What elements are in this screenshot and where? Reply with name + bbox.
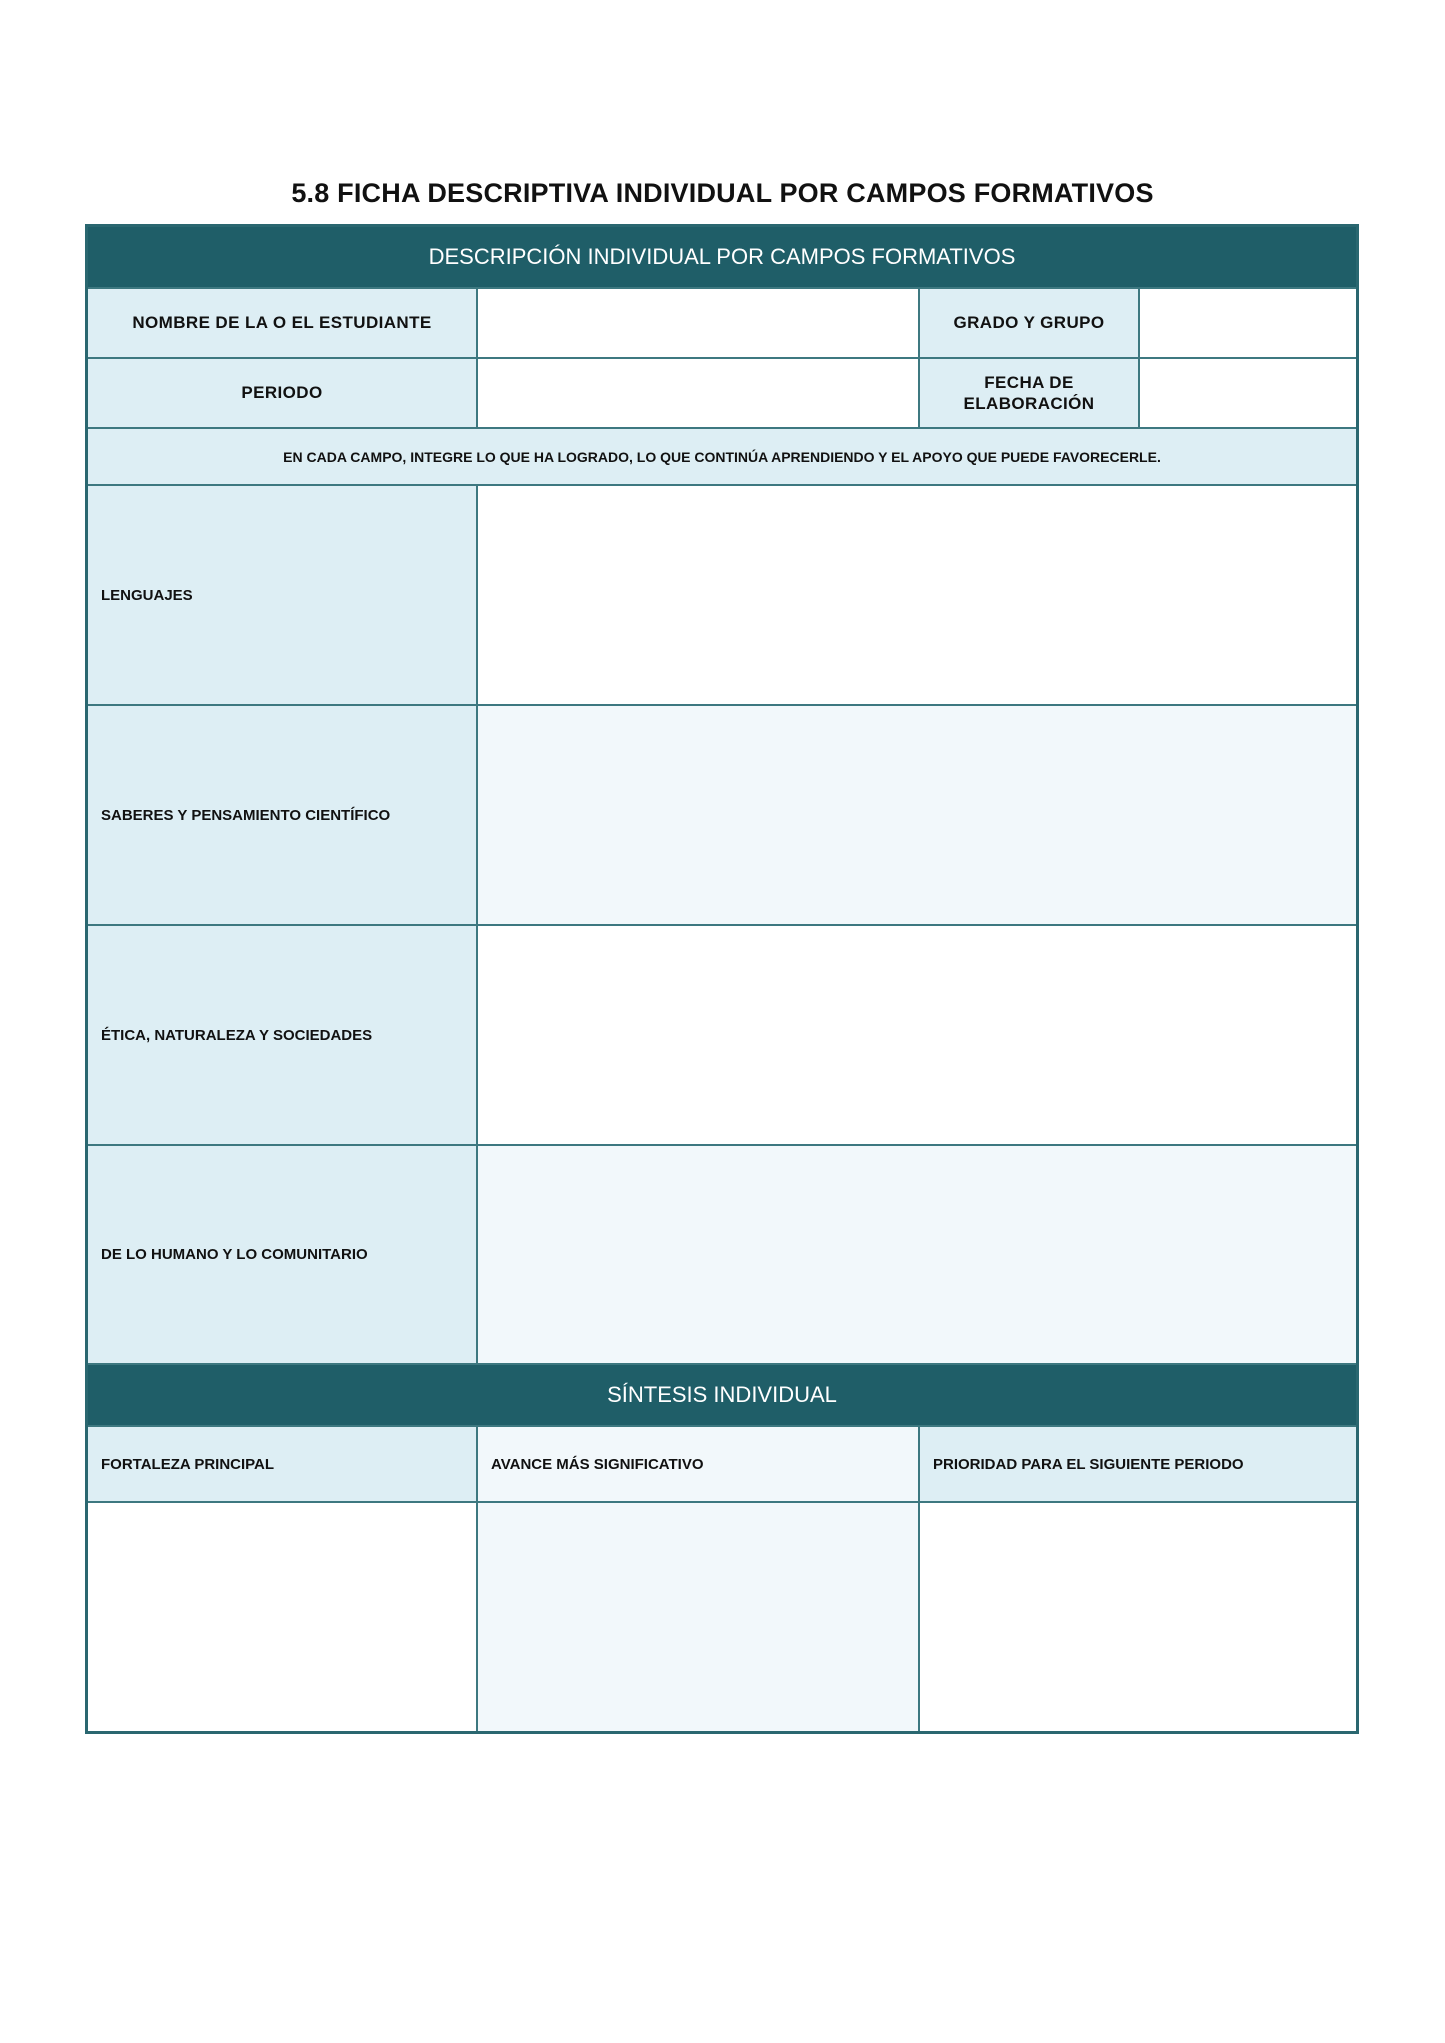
field-label-humano: DE LO HUMANO Y LO COMUNITARIO [88,1146,478,1365]
grade-group-label: GRADO Y GRUPO [920,289,1140,359]
field-input-lenguajes[interactable] [478,486,1356,706]
field-label-etica: ÉTICA, NATURALEZA Y SOCIEDADES [88,926,478,1146]
field-input-etica[interactable] [478,926,1356,1146]
summary-label-prioridad: PRIORIDAD PARA EL SIGUIENTE PERIODO [920,1427,1356,1503]
section-header-sintesis: SÍNTESIS INDIVIDUAL [88,1365,1356,1427]
field-input-humano[interactable] [478,1146,1356,1365]
field-label-lenguajes: LENGUAJES [88,486,478,706]
period-field[interactable] [478,359,920,429]
form-table [85,224,1359,1734]
summary-input-avance[interactable] [478,1503,920,1731]
field-input-saberes[interactable] [478,706,1356,926]
section-header-descripcion: DESCRIPCIÓN INDIVIDUAL POR CAMPOS FORMATIVOS [88,227,1356,289]
page-title: 5.8 FICHA DESCRIPTIVA INDIVIDUAL POR CAMPOS FORMATIVOS [291,178,1154,208]
grade-group-field[interactable] [1140,289,1356,359]
date-label: FECHA DE ELABORACIÓN [920,359,1140,429]
student-name-label: NOMBRE DE LA O EL ESTUDIANTE [88,289,478,359]
field-label-saberes: SABERES Y PENSAMIENTO CIENTÍFICO [88,706,478,926]
summary-input-prioridad[interactable] [920,1503,1356,1731]
summary-label-avance: AVANCE MÁS SIGNIFICATIVO [478,1427,920,1503]
summary-label-fortaleza: FORTALEZA PRINCIPAL [88,1427,478,1503]
summary-input-fortaleza[interactable] [88,1503,478,1731]
instruction-text: EN CADA CAMPO, INTEGRE LO QUE HA LOGRADO, LO QUE CONTINÚA APRENDIENDO Y EL APOYO QUE PUEDE FAVORECERLE. [88,429,1356,486]
period-label: PERIODO [88,359,478,429]
student-name-field[interactable] [478,289,920,359]
date-field[interactable] [1140,359,1356,429]
